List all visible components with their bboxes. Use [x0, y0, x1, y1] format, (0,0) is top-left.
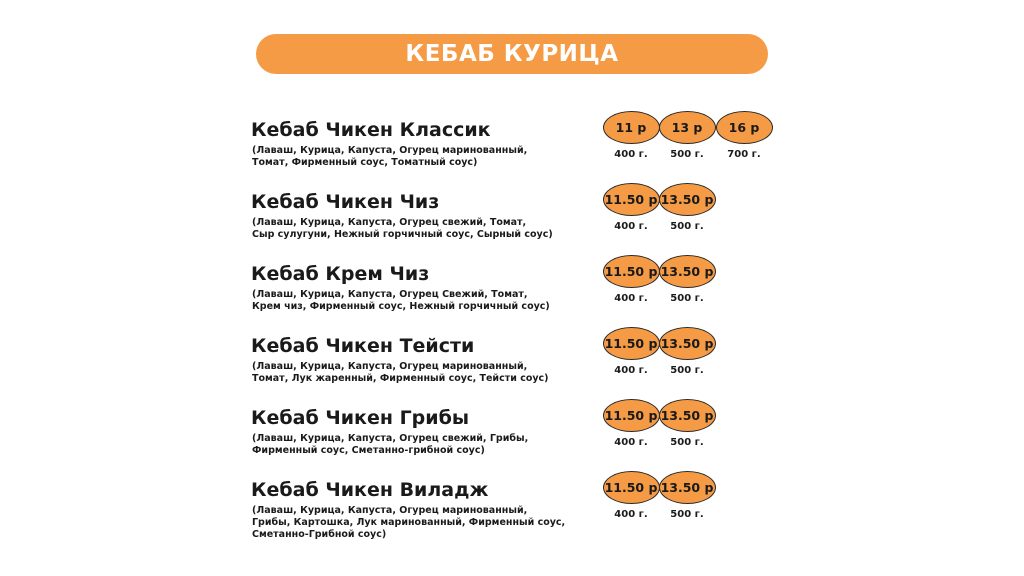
price-badge: 13.50 р: [659, 471, 716, 504]
description-line: Томат, Фирменный соус, Томатный соус): [252, 157, 478, 168]
price-option: [601, 399, 661, 448]
price-badge: 11 р: [603, 111, 660, 144]
menu-item-name: Кебаб Чикен Классик: [251, 119, 491, 141]
menu-item: [251, 191, 791, 259]
menu-item: [251, 479, 791, 547]
menu-item: [251, 407, 791, 475]
portion-weight: 700 г.: [727, 149, 761, 160]
menu-item-description: [252, 361, 592, 385]
price-option: [657, 183, 717, 232]
menu-item: [251, 335, 791, 403]
price-badge: 11.50 р: [603, 471, 660, 504]
description-line: (Лаваш, Курица, Капуста, Огурец маринованный,: [252, 361, 528, 372]
menu-item: [251, 119, 791, 187]
price-badge: 13 р: [659, 111, 716, 144]
price-badge: 16 р: [716, 111, 773, 144]
price-badge: 11.50 р: [603, 399, 660, 432]
price-option: [601, 111, 661, 160]
description-line: (Лаваш, Курица, Капуста, Огурец маринованный,: [252, 505, 528, 516]
portion-weight: 500 г.: [670, 149, 704, 160]
price-badge: 11.50 р: [603, 255, 660, 288]
description-line: (Лаваш, Курица, Капуста, Огурец свежий, Грибы,: [252, 433, 529, 444]
description-line: Томат, Лук жаренный, Фирменный соус, Тейсти соус): [252, 373, 549, 384]
portion-weight: 500 г.: [670, 437, 704, 448]
description-line: (Лаваш, Курица, Капуста, Огурец свежий, Томат,: [252, 217, 527, 228]
price-badge: 11.50 р: [603, 327, 660, 360]
price-option: [601, 471, 661, 520]
price-option: [601, 255, 661, 304]
description-line: (Лаваш, Курица, Капуста, Огурец Свежий, Томат,: [252, 289, 528, 300]
description-line: (Лаваш, Курица, Капуста, Огурец маринованный,: [252, 145, 528, 156]
price-badge: 11.50 р: [603, 183, 660, 216]
description-line: Сыр сулугуни, Нежный горчичный соус, Сырный соус): [252, 229, 553, 240]
price-option: [714, 111, 774, 160]
menu-item-name: Кебаб Чикен Чиз: [251, 191, 440, 213]
portion-weight: 500 г.: [670, 509, 704, 520]
portion-weight: 500 г.: [670, 221, 704, 232]
menu-item-description: [252, 145, 592, 169]
menu-item-description: [252, 433, 592, 457]
menu-item: [251, 263, 791, 331]
portion-weight: 400 г.: [614, 509, 648, 520]
page-title: КЕБАБ КУРИЦА: [405, 41, 619, 67]
description-line: Фирменный соус, Сметанно-грибной соус): [252, 445, 485, 456]
portion-weight: 500 г.: [670, 365, 704, 376]
price-badge: 13.50 р: [659, 183, 716, 216]
title-banner: [256, 34, 768, 74]
price-option: [657, 111, 717, 160]
portion-weight: 400 г.: [614, 365, 648, 376]
price-option: [601, 183, 661, 232]
price-badge: 13.50 р: [659, 327, 716, 360]
menu-item-description: [252, 289, 592, 313]
price-option: [657, 471, 717, 520]
menu-item-name: Кебаб Чикен Тейсти: [251, 335, 475, 357]
description-line: Грибы, Картошка, Лук маринованный, Фирменный соус,: [252, 517, 566, 528]
portion-weight: 400 г.: [614, 221, 648, 232]
price-option: [657, 255, 717, 304]
menu-item-description: [252, 505, 592, 541]
portion-weight: 500 г.: [670, 293, 704, 304]
menu-item-name: Кебаб Чикен Виладж: [251, 479, 489, 501]
portion-weight: 400 г.: [614, 293, 648, 304]
menu-item-description: [252, 217, 592, 241]
price-option: [657, 399, 717, 448]
portion-weight: 400 г.: [614, 149, 648, 160]
portion-weight: 400 г.: [614, 437, 648, 448]
price-option: [657, 327, 717, 376]
price-option: [601, 327, 661, 376]
price-badge: 13.50 р: [659, 399, 716, 432]
price-badge: 13.50 р: [659, 255, 716, 288]
menu-item-name: Кебаб Крем Чиз: [251, 263, 430, 285]
menu-item-name: Кебаб Чикен Грибы: [251, 407, 470, 429]
description-line: Сметанно-Грибной соус): [252, 529, 387, 540]
description-line: Крем чиз, Фирменный соус, Нежный горчичный соус): [252, 301, 550, 312]
